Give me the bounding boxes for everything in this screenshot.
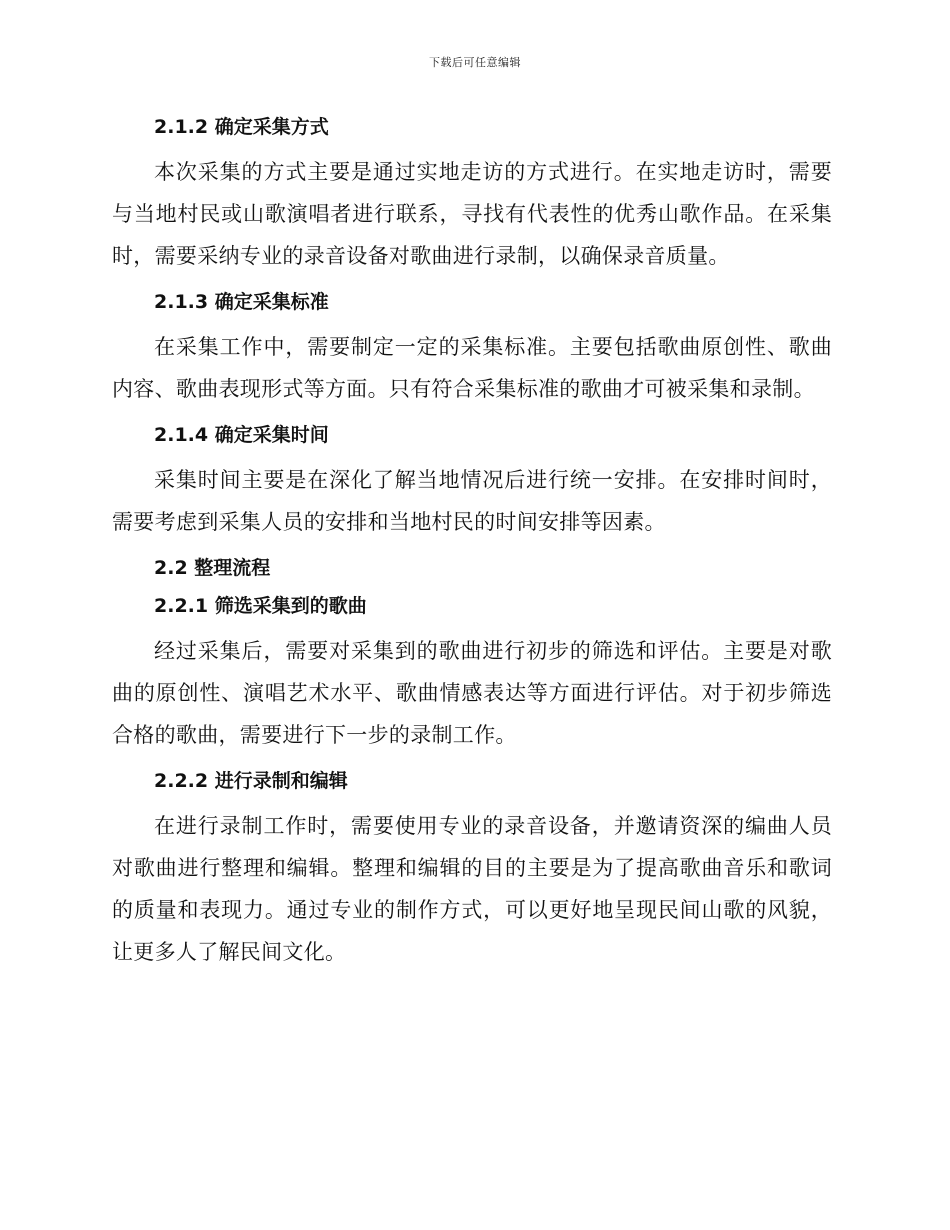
section-paragraph-2-2-2: 在进行录制工作时，需要使用专业的录音设备，并邀请资深的编曲人员对歌曲进行整理和编辑。整理和编辑的目的主要是为了提高歌曲音乐和歌词的质量和表现力。通过专业的制作方式，可以更好地呈现民间山歌的风貌，让更多人了解民间文化。 bbox=[112, 814, 832, 964]
section-heading-2-2-1: 2.2.1 筛选采集到的歌曲 bbox=[154, 595, 367, 617]
section-heading-2-2-2: 2.2.2 进行录制和编辑 bbox=[154, 770, 348, 792]
section-heading-2-2: 2.2 整理流程 bbox=[154, 557, 271, 579]
page-header-note: 下载后可任意编辑 bbox=[429, 56, 521, 69]
section-paragraph-2-1-4: 采集时间主要是在深化了解当地情况后进行统一安排。在安排时间时，需要考虑到采集人员的安排和当地村民的时间安排等因素。 bbox=[112, 468, 832, 534]
section-paragraph-2-1-2: 本次采集的方式主要是通过实地走访的方式进行。在实地走访时，需要与当地村民或山歌演唱者进行联系，寻找有代表性的优秀山歌作品。在采集时，需要采纳专业的录音设备对歌曲进行录制，以确保录音质量。 bbox=[112, 160, 832, 268]
section-heading-2-1-2: 2.1.2 确定采集方式 bbox=[154, 116, 329, 138]
section-paragraph-2-2-1: 经过采集后，需要对采集到的歌曲进行初步的筛选和评估。主要是对歌曲的原创性、演唱艺术水平、歌曲情感表达等方面进行评估。对于初步筛选合格的歌曲，需要进行下一步的录制工作。 bbox=[112, 639, 832, 747]
section-heading-2-1-3: 2.1.3 确定采集标准 bbox=[154, 291, 329, 313]
document-body bbox=[112, 108, 832, 979]
section-paragraph-2-1-3: 在采集工作中，需要制定一定的采集标准。主要包括歌曲原创性、歌曲内容、歌曲表现形式等方面。只有符合采集标准的歌曲才可被采集和录制。 bbox=[112, 335, 832, 401]
section-heading-2-1-4: 2.1.4 确定采集时间 bbox=[154, 424, 329, 446]
